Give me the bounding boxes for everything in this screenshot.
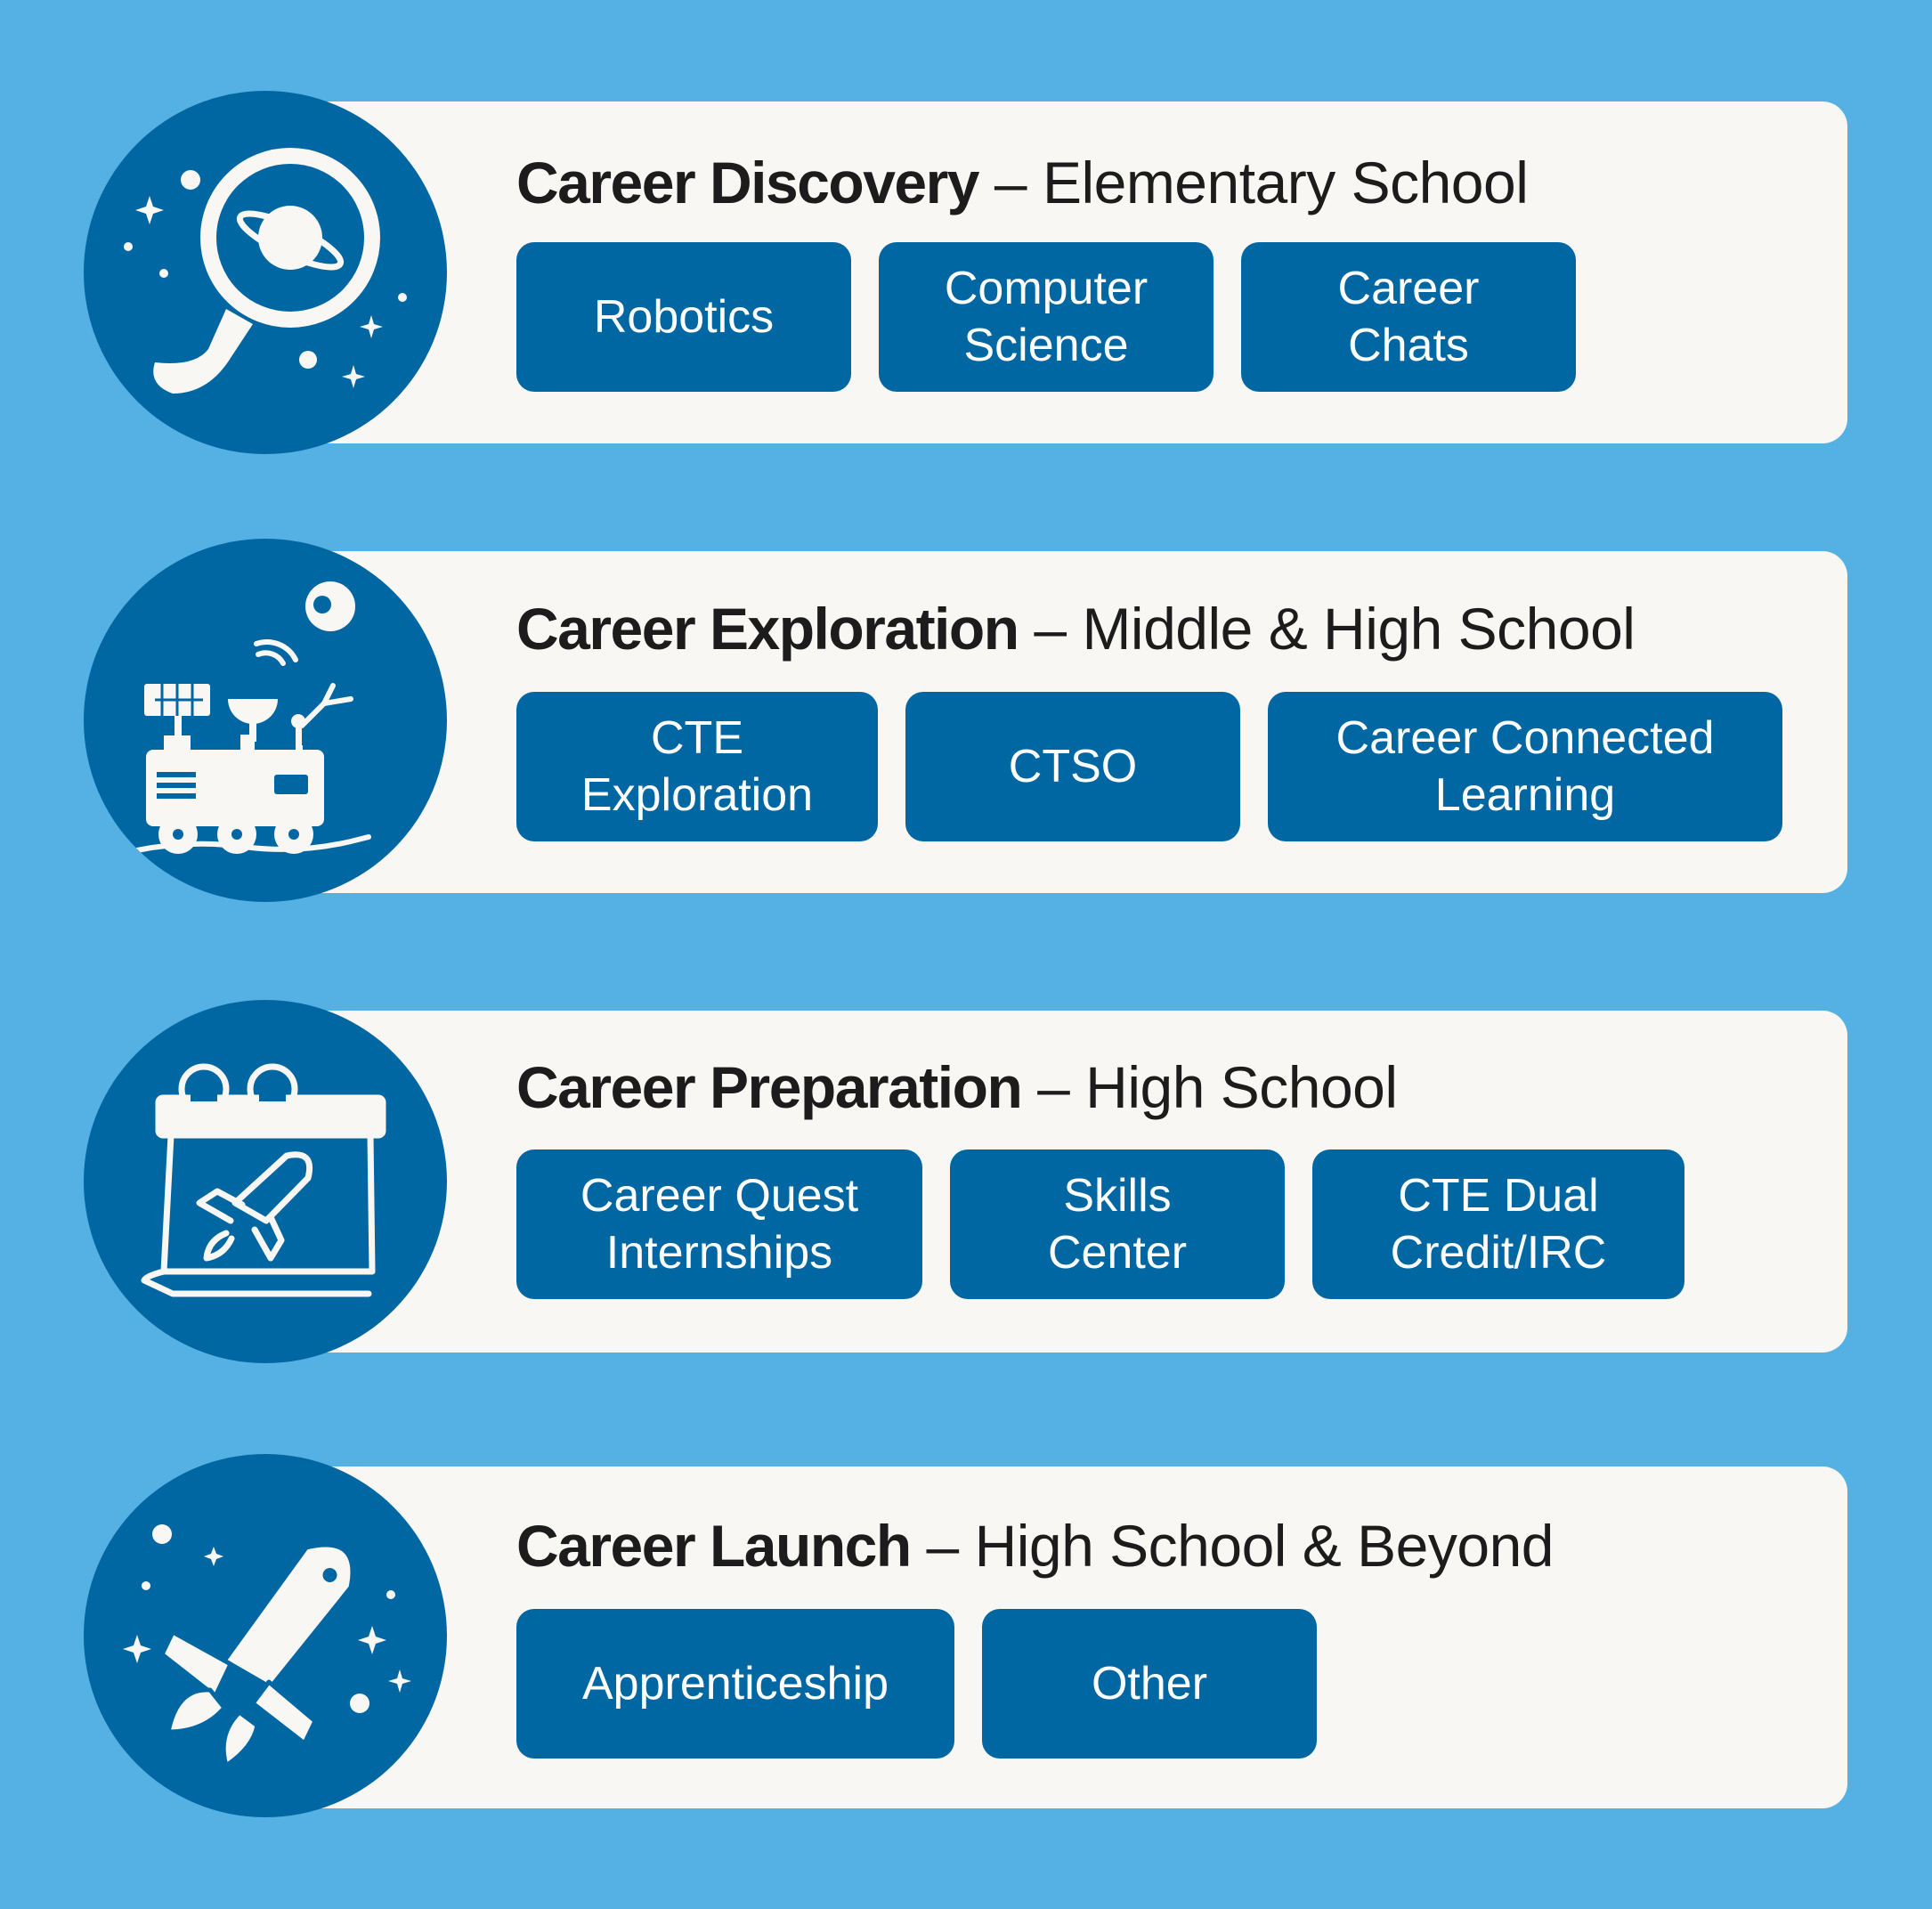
stage-separator: – (1037, 1054, 1070, 1120)
stage-title: Career Preparation (516, 1054, 1022, 1120)
stage-subtitle: Elementary School (1042, 150, 1529, 215)
chip-other[interactable]: Other (982, 1609, 1317, 1759)
stage-subtitle: Middle & High School (1082, 596, 1636, 662)
stage-title: Career Launch (516, 1513, 911, 1579)
stage-icon-circle-discovery (84, 91, 447, 454)
chip-career-quest-internships[interactable]: Career Quest Internships (516, 1149, 922, 1299)
chip-career-connected-learning[interactable]: Career Connected Learning (1268, 692, 1782, 841)
space-rover-icon (84, 539, 447, 902)
chip-ctso[interactable]: CTSO (905, 692, 1240, 841)
stage-heading-preparation (516, 1052, 1398, 1123)
stage-title: Career Discovery (516, 150, 979, 215)
stage-heading-exploration (516, 593, 1635, 664)
stage-separator: – (926, 1513, 959, 1579)
stage-separator: – (994, 150, 1027, 215)
stage-heading-launch (516, 1510, 1554, 1581)
stage-icon-circle-launch (84, 1454, 447, 1817)
chip-cte-exploration[interactable]: CTE Exploration (516, 692, 878, 841)
space-shuttle-icon (84, 1454, 447, 1817)
chip-cte-dual-credit-irc[interactable]: CTE Dual Credit/IRC (1312, 1149, 1684, 1299)
stage-subtitle: High School (1085, 1054, 1398, 1120)
calendar-rocket-icon (84, 1000, 447, 1363)
chip-skills-center[interactable]: Skills Center (950, 1149, 1285, 1299)
magnifying-glass-planet-icon (84, 91, 447, 454)
chip-robotics[interactable]: Robotics (516, 242, 851, 392)
chip-apprenticeship[interactable]: Apprenticeship (516, 1609, 954, 1759)
stage-heading-discovery (516, 147, 1528, 218)
chip-career-chats[interactable]: Career Chats (1241, 242, 1576, 392)
chip-computer-science[interactable]: Computer Science (879, 242, 1214, 392)
stage-icon-circle-exploration (84, 539, 447, 902)
stage-subtitle: High School & Beyond (974, 1513, 1554, 1579)
stage-icon-circle-preparation (84, 1000, 447, 1363)
stage-separator: – (1034, 596, 1067, 662)
stage-title: Career Exploration (516, 596, 1019, 662)
